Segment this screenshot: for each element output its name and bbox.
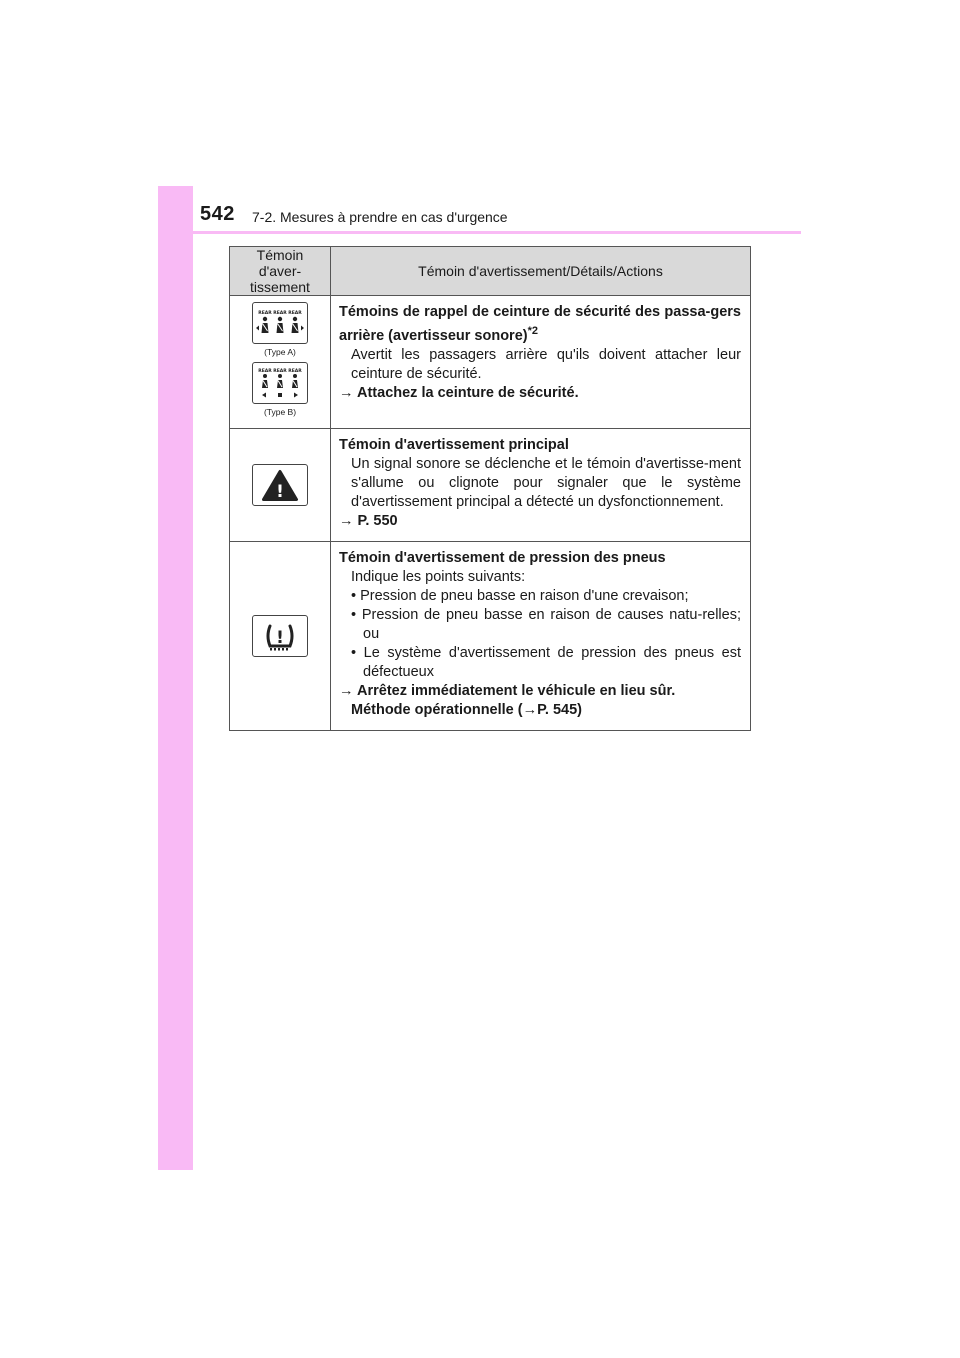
type-a-label: (Type A) [264,347,296,357]
row-title: Témoin d'avertissement de pression des pneus [339,550,666,566]
footnote-marker: *2 [527,325,538,337]
svg-text:!: ! [276,628,284,648]
rear-seatbelt-reminder-icon [252,302,308,344]
row-action-continued: Méthode opérationnelle (→P. 545) [351,702,582,718]
table-row [230,429,751,542]
icon-cell [230,542,331,731]
type-b-label: (Type B) [263,407,297,417]
row-detail: Indique les points suivants: [351,569,526,585]
page-number: 542 [200,203,235,225]
svg-text:REAR: REAR [258,369,272,374]
row-description [331,429,751,542]
icon-cell [230,429,331,542]
row-detail: Un signal sonore se déclenche et le témoin d'avertisse-ment s'allume ou clignote pour signaler que le système d'avertissement principal a détecté un dysfonctionnement. [351,456,741,510]
svg-text:REAR: REAR [288,311,302,316]
bullet-item: • Pression de pneu basse en raison d'une crevaison; [351,588,689,604]
row-detail: Avertit les passagers arrière qu'ils doivent attacher leur ceinture de sécurité. [351,346,741,382]
page-reference-link[interactable]: P. 545) [537,702,582,718]
table-header-row [230,247,751,296]
svg-text:REAR: REAR [273,311,287,316]
tire-pressure-warning-icon [252,615,308,657]
icon-cell [230,296,331,429]
row-title: Témoins de rappel de ceinture de sécurité des passa-gers arrière (avertisseur sonore)$^{*2}$ [339,304,741,344]
bullet-item: • Le système d'avertissement de pression des pneus est défectueux [351,645,741,680]
row-description [331,542,751,731]
warning-lights-table [229,246,751,731]
svg-text:REAR: REAR [288,369,302,374]
svg-text:REAR: REAR [258,311,272,316]
arrow-icon: → [339,384,354,401]
master-warning-icon [252,464,308,506]
column-header-details: Témoin d'avertissement/Détails/Actions [331,247,751,296]
header-rule [158,231,801,234]
row-action: → Arrêtez immédiatement le véhicule en lieu sûr. [339,683,676,699]
bullet-item: • Pression de pneu basse en raison de causes natu-relles; ou [351,607,741,642]
table-row [230,296,751,429]
row-title: Témoin d'avertissement principal [339,437,569,453]
section-title: 7-2. Mesures à prendre en cas d'urgence [252,209,508,225]
column-header-light: Témoin d'aver-tissement [230,247,331,296]
arrow-icon: → [339,513,354,529]
row-description [331,296,751,429]
row-action: → Attachez la ceinture de sécurité. [339,384,579,401]
page-reference-link[interactable]: P. 550 [357,513,398,529]
svg-text:!: ! [276,482,284,502]
rear-seatbelt-reminder-icon [252,362,308,404]
svg-text:REAR: REAR [273,369,287,374]
arrow-icon: → [522,702,538,718]
row-action [339,512,741,531]
table-row [230,542,751,731]
arrow-icon: → [339,683,354,699]
side-margin-band [158,186,193,1170]
